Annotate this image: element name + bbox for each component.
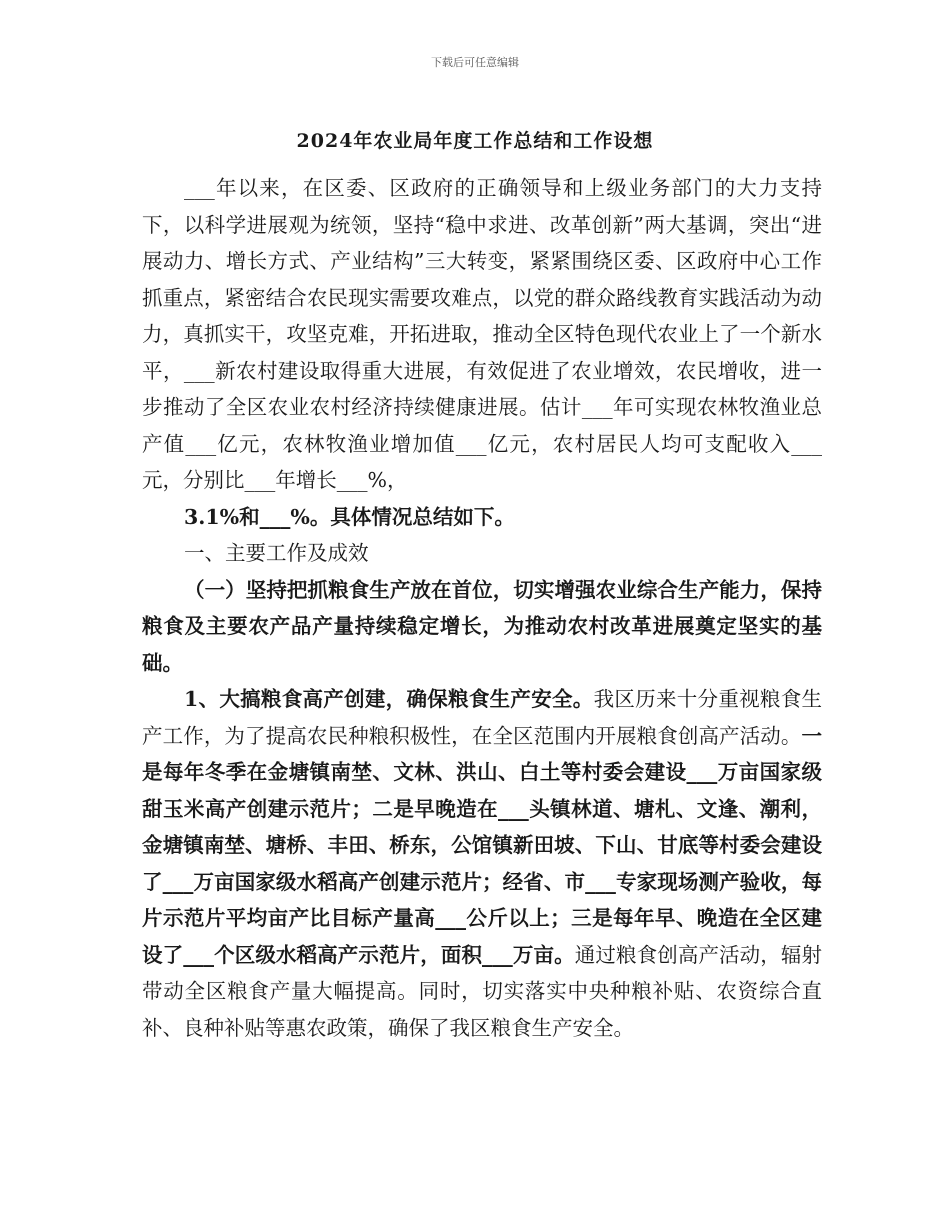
page-header-note: 下载后可任意编辑 xyxy=(431,56,519,69)
section-heading-1: 一、主要工作及成效 xyxy=(184,541,369,565)
item-paragraph-1 xyxy=(142,681,822,1046)
subsection-heading-1: （一）坚持把抓粮食生产放在首位，切实增强农业综合生产能力，保持粮食及主要农产品产量持续稳定增长，为推动农村改革进展奠定坚实的基础。 xyxy=(142,577,822,675)
document-title: 2024年农业局年度工作总结和工作设想 xyxy=(296,130,654,152)
intro-paragraph: ___年以来，在区委、区政府的正确领导和上级业务部门的大力支持下，以科学进展观为统领，坚持“稳中求进、改革创新”两大基调，突出“进展动力、增长方式、产业结构”三大转变，紧紧围绕区委、区政府中心工作抓重点，紧密结合农民现实需要攻难点，以党的群众路线教育实践活动为动力，真抓实干，攻坚克难，开拓进取，推动全区特色现代农业上了一个新水平，___新农村建设取得重大进展，有效促进了农业增效，农民增收，进一步推动了全区农业农村经济持续健康进展。估计___年可实现农林牧渔业总产值___亿元，农林牧渔业增加值___亿元，农村居民人均可支配收入___元，分别比___年增长___%， xyxy=(142,176,822,492)
item-text-1: 我区历来十分重视粮食生产工作，为了提高农民种粮积极性，在全区范围内开展粮食创高产活动。 xyxy=(142,687,823,748)
intro-continuation: 3.1%和___%。具体情况总结如下。 xyxy=(184,504,515,529)
item-bold-text-1: 一是每年冬季在金塘镇南埜、文林、洪山、白土等村委会建设___万亩国家级甜玉米高产创建示范片；二是早晚造在___头镇林道、塘札、文逢、潮利，金塘镇南埜、塘桥、丰田、桥东，公馆镇新田坡、下山、甘底等村委会建设了___万亩国家级水稻高产创建示范片；经省、市___专家现场测产验收，每片示范片平均亩产比目标产量高___公斤以上；三是每年早、晚造在全区建设了___个区级水稻高产示范片，面积___万亩。 xyxy=(142,723,822,967)
document-body xyxy=(142,170,822,1046)
item-text-2: 通过粮食创高产活动，辐射带动全区粮食产量大幅提高。同时，切实落实中央种粮补贴、农资综合直补、良种补贴等惠农政策，确保了我区粮食生产安全。 xyxy=(142,942,823,1040)
item-heading-1: 1、大搞粮食高产创建，确保粮食生产安全。 xyxy=(184,687,594,711)
